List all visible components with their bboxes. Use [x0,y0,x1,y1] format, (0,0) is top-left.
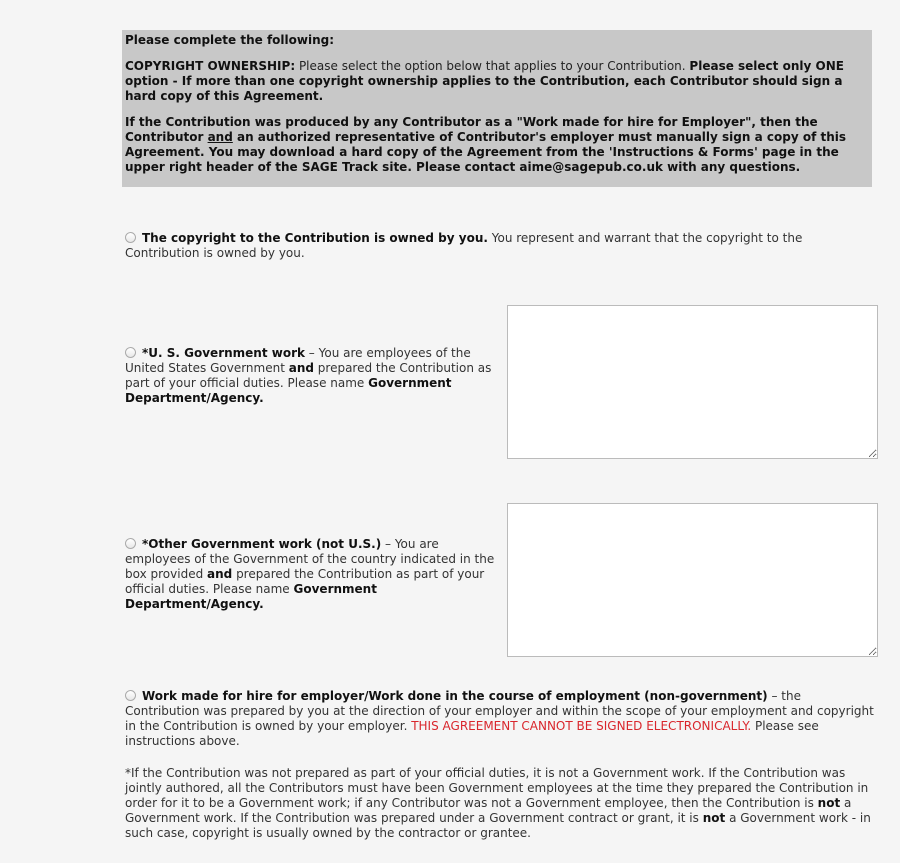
ownership-paragraph: COPYRIGHT OWNERSHIP: Please select the option below that applies to your Contribution. Please select only ONE option - If more than one copyright ownership applies to the Contribution, each Contributor should sign a hard copy of this Agreement. [125,59,844,103]
other-gov-title: *Other Government work (not U.S.) [142,537,382,551]
instructions-heading: Please complete the following: [125,33,335,47]
cannot-sign-warning: THIS AGREEMENT CANNOT BE SIGNED ELECTRONICALLY. [411,719,752,733]
other-gov-radio[interactable] [125,538,136,549]
us-gov-radio[interactable] [125,347,136,358]
owned-text: You represent and warrant that the copyright to the Contribution is owned by you. [125,231,803,260]
us-gov-department-field[interactable] [507,305,878,459]
hire-instructions-paragraph: If the Contribution was produced by any Contributor as a "Work made for hire for Employer", then the Contributor and an authorized representative of Contributor's employer must manually sign a copy of this Agreement. You may download a hard copy of the Agreement from the 'Instructions & Forms' page in the upper right header of the SAGE Track site. Please contact aime@sagepub.co.uk with any questions. [125,115,847,174]
option-owned-by-you [125,231,865,261]
owned-radio[interactable] [125,232,136,243]
option-work-for-hire: Work made for hire for employer/Work done in the course of employment (non-government) – the Contribution was prepared by you at the direction of your employer and within the scope of your employment and copyright in the Contribution is owned by your employer. THIS AGREEMENT CANNOT BE SIGNED ELECTRONICALLY. Please see instructions above. [125,689,874,748]
us-gov-title: *U. S. Government work [142,346,305,360]
government-work-footnote: *If the Contribution was not prepared as part of your official duties, it is not a Government work. If the Contribution was jointly authored, all the Contributors must have been Government employees at the time they prepared the Contribution in order for it to be a Government work; if any Contributor was not a Government employee, then the Contribution is not a Government work. If the Contribution was prepared under a Government contract or grant, it is not a Government work - in such case, copyright is usually owned by the contractor or grantee. [125,766,871,840]
option-us-government: *U. S. Government work – You are employees of the United States Government and prepared the Contribution as part of your official duties. Please name Government Department/Agency. [125,346,492,405]
instructions-panel [122,30,872,187]
owned-title: The copyright to the Contribution is owned by you. [142,231,488,245]
hire-radio[interactable] [125,690,136,701]
other-gov-department-field[interactable] [507,503,878,657]
option-other-government: *Other Government work (not U.S.) – You are employees of the Government of the country indicated in the box provided and prepared the Contribution as part of your official duties. Please name Government Department/Agency. [125,537,495,611]
hire-title: Work made for hire for employer/Work done in the course of employment (non-government) [142,689,768,703]
